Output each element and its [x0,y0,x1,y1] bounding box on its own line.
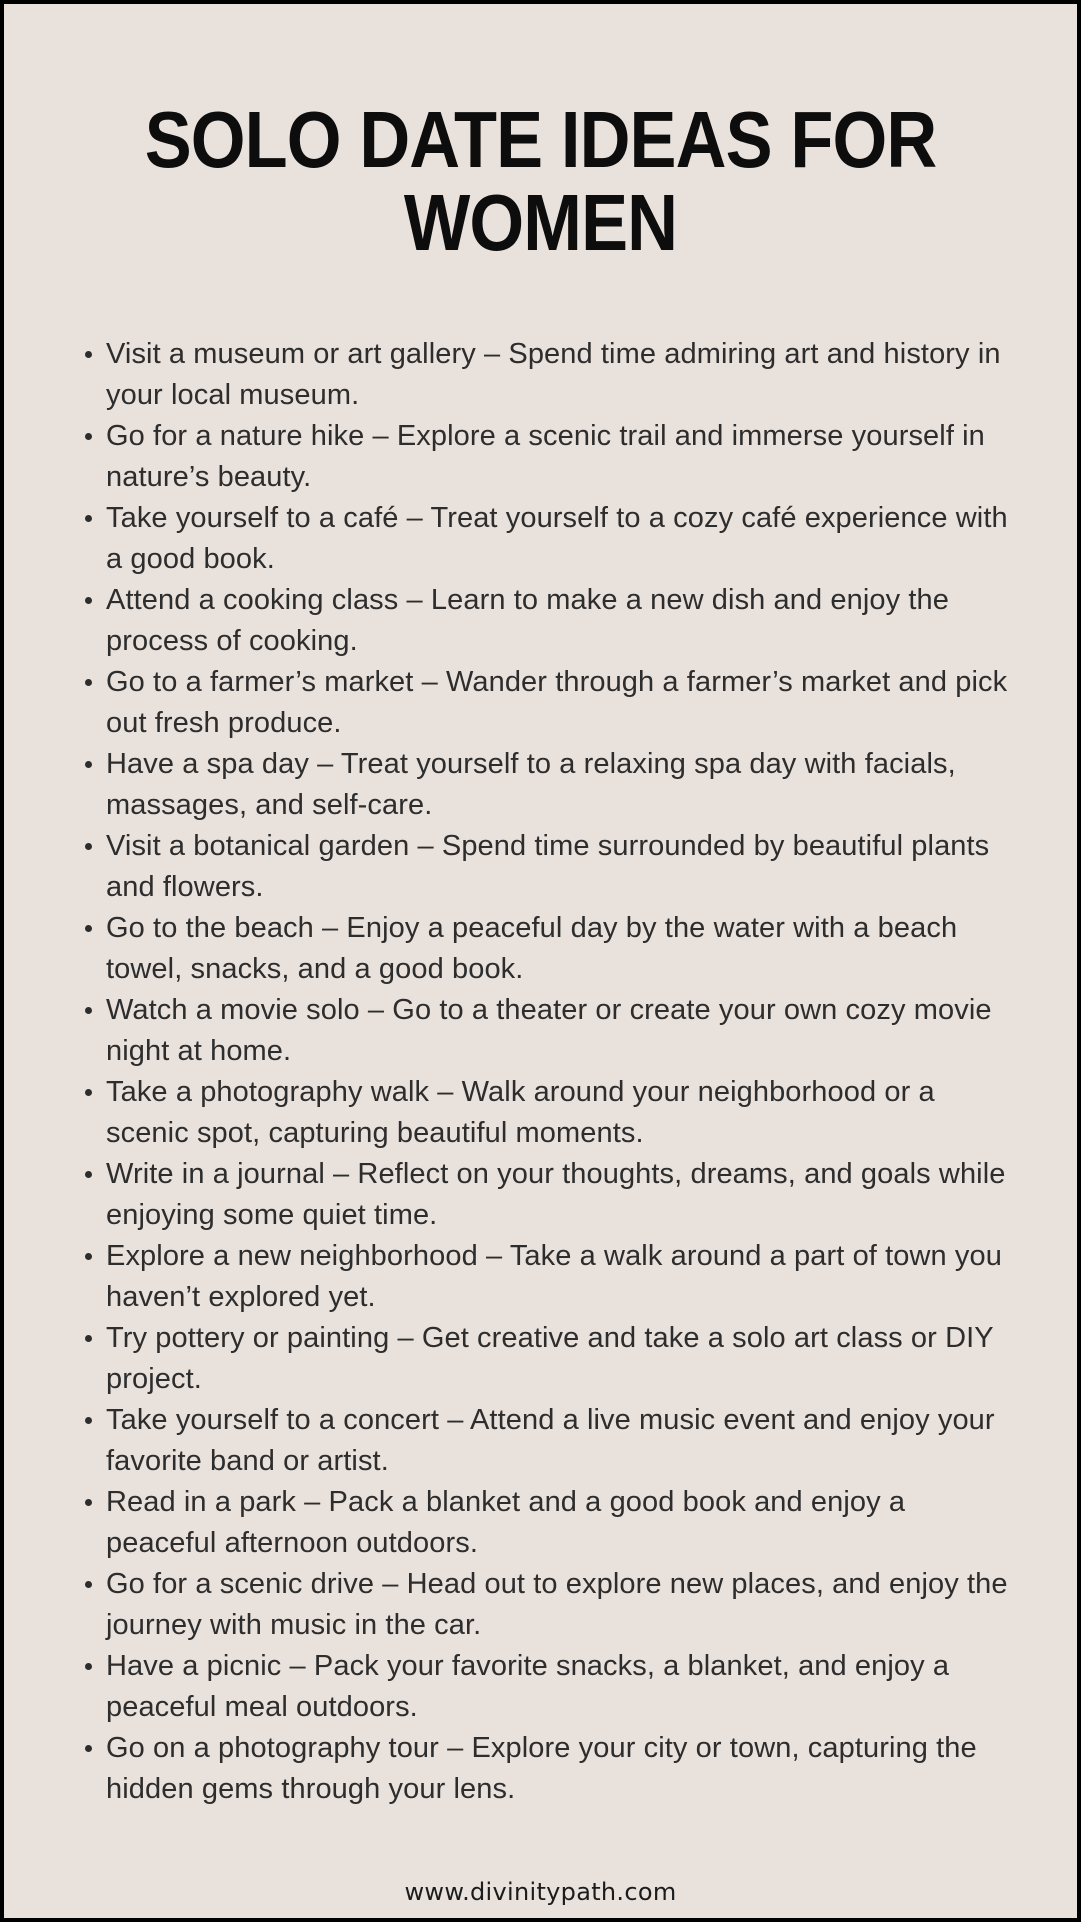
bullet-icon [85,843,92,850]
list-item-text: Take yourself to a café – Treat yourself to a cozy café experience with a good book. [106,502,1008,575]
list-item [68,580,1021,662]
bullet-icon [85,1745,92,1752]
bullet-icon [85,1499,92,1506]
bullet-icon [85,1581,92,1588]
bullet-icon [85,925,92,932]
bullet-icon [85,351,92,358]
bullet-icon [85,597,92,604]
list-item [68,908,1021,990]
list-item-text: Go to a farmer’s market – Wander through a farmer’s market and pick out fresh produce. [106,666,1008,739]
bullet-icon [85,1171,92,1178]
list-item [68,1482,1021,1564]
bullet-icon [85,515,92,522]
list-item [68,1236,1021,1318]
list-item-text: Go for a nature hike – Explore a scenic trail and immerse yourself in nature’s beauty. [106,420,985,493]
list-item [68,990,1021,1072]
list-item-text: Write in a journal – Reflect on your thoughts, dreams, and goals while enjoying some quiet time. [106,1158,1006,1231]
list-item [68,1072,1021,1154]
list-item [68,744,1021,826]
bullet-icon [85,1417,92,1424]
list-item [68,1646,1021,1728]
list-item [68,1400,1021,1482]
list-item [68,334,1021,416]
list-item-text: Have a spa day – Treat yourself to a relaxing spa day with facials, massages, and self-care. [106,748,956,821]
list-item-text: Try pottery or painting – Get creative and take a solo art class or DIY project. [106,1322,994,1395]
list-item [68,498,1021,580]
list-item [68,1728,1021,1810]
list-item [68,1564,1021,1646]
list-item [68,662,1021,744]
list-item-text: Take a photography walk – Walk around your neighborhood or a scenic spot, capturing beautiful moments. [106,1076,935,1149]
list-item-text: Take yourself to a concert – Attend a live music event and enjoy your favorite band or artist. [106,1404,995,1477]
list-item-text: Go for a scenic drive – Head out to explore new places, and enjoy the journey with music in the car. [106,1568,1008,1641]
list-item [68,826,1021,908]
page-title-line-2: WOMEN [403,178,678,267]
list-item [68,1154,1021,1236]
list-item-text: Go on a photography tour – Explore your city or town, capturing the hidden gems through your lens. [106,1732,977,1805]
bullet-icon [85,1663,92,1670]
bullet-icon [85,1253,92,1260]
bullet-icon [85,1335,92,1342]
list-item [68,416,1021,498]
footer-url: www.divinitypath.com [404,1878,677,1906]
bullet-icon [85,679,92,686]
page-title [68,95,1012,267]
page-title-line-1: SOLO DATE IDEAS FOR [144,95,937,184]
bullet-icon [85,1007,92,1014]
list-item-text: Go to the beach – Enjoy a peaceful day by the water with a beach towel, snacks, and a good book. [106,912,958,985]
list-item-text: Explore a new neighborhood – Take a walk around a part of town you haven’t explored yet. [106,1240,1002,1313]
list-item-text: Read in a park – Pack a blanket and a good book and enjoy a peaceful afternoon outdoors. [106,1486,906,1559]
bullet-icon [85,433,92,440]
list-item [68,1318,1021,1400]
list-item-text: Have a picnic – Pack your favorite snacks, a blanket, and enjoy a peaceful meal outdoors. [106,1650,950,1723]
bullet-icon [85,1089,92,1096]
list-item-text: Visit a botanical garden – Spend time surrounded by beautiful plants and flowers. [106,830,990,903]
list-item-text: Visit a museum or art gallery – Spend time admiring art and history in your local museum. [106,338,1001,411]
bullet-icon [85,761,92,768]
list-item-text: Watch a movie solo – Go to a theater or create your own cozy movie night at home. [106,994,992,1067]
list-item-text: Attend a cooking class – Learn to make a new dish and enjoy the process of cooking. [106,584,949,657]
ideas-list [68,334,1021,1810]
